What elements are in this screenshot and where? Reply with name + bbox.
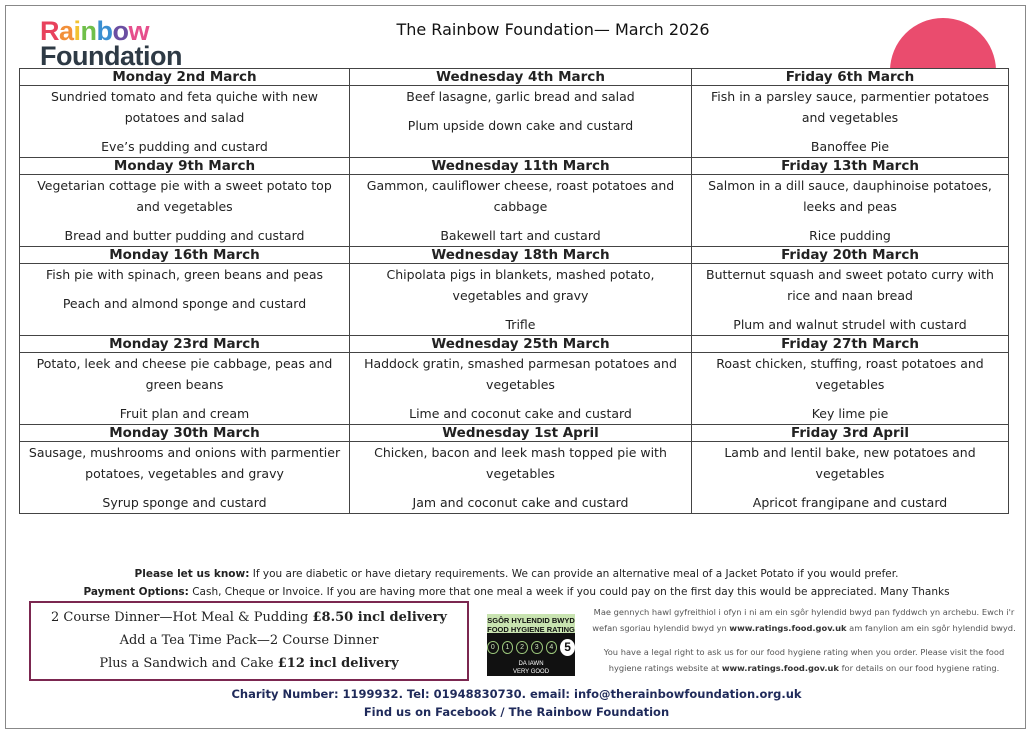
- hygiene-badge-title: SGÔR HYLENDID BWYD FOOD HYGIENE RATING: [487, 616, 575, 634]
- week-header-row: [20, 247, 1009, 264]
- hygiene-score: 4: [546, 641, 558, 654]
- logo-letter: R: [40, 16, 59, 46]
- pricing-line-1-price: £8.50 incl delivery: [312, 610, 447, 625]
- day-date: Wednesday 18th March: [350, 247, 692, 264]
- page-title: The Rainbow Foundation— March 2026: [396, 20, 710, 39]
- hygiene-score: 5: [560, 639, 575, 656]
- dessert: Syrup sponge and custard: [102, 495, 267, 510]
- hygiene-score-scale: [487, 639, 575, 656]
- pricing-line-1-text: 2 Course Dinner—Hot Meal & Pudding: [51, 610, 313, 625]
- dessert: Peach and almond sponge and custard: [62, 296, 307, 311]
- ratings-link-welsh[interactable]: www.ratings.food.gov.uk: [729, 623, 847, 633]
- main-course: Chicken, bacon and leek mash topped pie with vegetables: [374, 445, 667, 481]
- hygiene-info-welsh: [588, 604, 1020, 636]
- dietary-note-label: Please let us know:: [134, 568, 250, 580]
- week-header-row: [20, 158, 1009, 175]
- day-menu-cell: [20, 442, 350, 514]
- main-course: Butternut squash and sweet potato curry with rice and naan bread: [706, 267, 994, 303]
- day-menu-cell: [20, 86, 350, 158]
- dietary-note: [0, 565, 1033, 583]
- payment-note-text: Cash, Cheque or Invoice. If you are having more that one meal a week if you could pay on the first day this would be appreciated. Many Thanks: [192, 586, 950, 598]
- dessert: Plum and walnut strudel with custard: [733, 317, 967, 332]
- main-course: Fish in a parsley sauce, parmentier potatoes and vegetables: [711, 89, 989, 125]
- day-menu-cell: [692, 442, 1009, 514]
- day-menu-cell: [20, 175, 350, 247]
- day-menu-cell: [350, 264, 692, 336]
- dessert: Eve’s pudding and custard: [101, 139, 268, 154]
- main-course: Potato, leek and cheese pie cabbage, peas and green beans: [36, 356, 333, 392]
- day-menu-cell: [692, 175, 1009, 247]
- week-menu-row: [20, 264, 1009, 336]
- week-menu-row: [20, 86, 1009, 158]
- day-menu-cell: [692, 86, 1009, 158]
- ratings-link-english[interactable]: www.ratings.food.gov.uk: [721, 663, 839, 673]
- dessert: Jam and coconut cake and custard: [412, 495, 629, 510]
- pricing-line-3-text: Plus a Sandwich and Cake: [99, 656, 278, 671]
- main-course: Fish pie with spinach, green beans and peas: [45, 267, 324, 282]
- day-menu-cell: [350, 175, 692, 247]
- main-course: Salmon in a dill sauce, dauphinoise potatoes, leeks and peas: [708, 178, 992, 214]
- hygiene-info-welsh-text-end: am fanylion am ein sgôr hylendid bwyd.: [846, 623, 1016, 633]
- logo-letter: w: [128, 16, 150, 46]
- hygiene-score: 0: [487, 641, 499, 654]
- day-date: Wednesday 11th March: [350, 158, 692, 175]
- pricing-box: [29, 601, 469, 681]
- day-date: Monday 23rd March: [20, 336, 350, 353]
- day-menu-cell: [692, 264, 1009, 336]
- main-course: Sausage, mushrooms and onions with parmentier potatoes, vegetables and gravy: [28, 445, 341, 481]
- hygiene-rating-info: [588, 604, 1020, 684]
- payment-note: [0, 583, 1033, 601]
- main-course: Lamb and lentil bake, new potatoes and vegetables: [724, 445, 976, 481]
- hygiene-label-english: VERY GOOD: [512, 669, 550, 675]
- main-course: Chipolata pigs in blankets, mashed potato, vegetables and gravy: [386, 267, 655, 303]
- dessert: Key lime pie: [811, 406, 889, 421]
- hygiene-info-english-text: You have a legal right to ask us for our food hygiene rating when you order. Please visit the food hygiene ratings website at: [603, 647, 1005, 673]
- logo-letter: b: [96, 16, 113, 46]
- decorative-arc: [890, 18, 996, 69]
- dessert: Trifle: [505, 317, 536, 332]
- hygiene-score: 1: [502, 641, 514, 654]
- day-date: Friday 3rd April: [692, 425, 1009, 442]
- dessert: Fruit plan and cream: [119, 406, 250, 421]
- logo-letter: i: [73, 16, 81, 46]
- main-course: Sundried tomato and feta quiche with new potatoes and salad: [50, 89, 319, 125]
- facebook-line: Find us on Facebook / The Rainbow Foundation: [363, 705, 670, 719]
- day-menu-cell: [350, 353, 692, 425]
- hygiene-info-welsh-text: Mae gennych hawl gyfreithiol i ofyn i ni am ein sgôr hylendid bwyd pan fyddwch yn archebu. Ewch i'r wefan sgoriau hylendid bwyd yn: [592, 607, 1015, 633]
- hygiene-info-english-text-end: for details on our food hygiene rating.: [838, 663, 1000, 673]
- day-date: Wednesday 1st April: [350, 425, 692, 442]
- day-menu-cell: [692, 353, 1009, 425]
- logo-foundation-text: Foundation: [40, 41, 182, 71]
- main-course: Gammon, cauliflower cheese, roast potatoes and cabbage: [366, 178, 675, 214]
- dessert: Lime and coconut cake and custard: [409, 406, 632, 421]
- footer: [0, 685, 1033, 721]
- pricing-line-3: [31, 652, 467, 675]
- logo-letter: o: [112, 16, 129, 46]
- payment-note-label: Payment Options:: [83, 586, 189, 598]
- pricing-line-2: Add a Tea Time Pack—2 Course Dinner: [119, 633, 379, 648]
- day-menu-cell: [350, 442, 692, 514]
- dessert: Banoffee Pie: [810, 139, 890, 154]
- logo-letter: n: [80, 16, 97, 46]
- week-header-row: [20, 69, 1009, 86]
- notes: [0, 565, 1033, 601]
- main-course: Beef lasagne, garlic bread and salad: [406, 89, 635, 104]
- food-hygiene-rating-badge: [487, 614, 575, 676]
- dessert: Plum upside down cake and custard: [407, 118, 634, 133]
- week-menu-row: [20, 353, 1009, 425]
- hygiene-score: 3: [531, 641, 543, 654]
- day-date: Friday 27th March: [692, 336, 1009, 353]
- hygiene-info-english: [588, 644, 1020, 676]
- logo-letter: a: [59, 16, 74, 46]
- day-date: Monday 30th March: [20, 425, 350, 442]
- hygiene-score: 2: [516, 641, 528, 654]
- dietary-note-text: If you are diabetic or have dietary requirements. We can provide an alternative meal of a Jacket Potato if you would prefer.: [252, 568, 899, 580]
- dessert: Bakewell tart and custard: [440, 228, 601, 243]
- pricing-line-1: [31, 606, 467, 629]
- week-menu-row: [20, 175, 1009, 247]
- main-course: Haddock gratin, smashed parmesan potatoes and vegetables: [364, 356, 677, 392]
- day-date: Friday 13th March: [692, 158, 1009, 175]
- main-course: Vegetarian cottage pie with a sweet potato top and vegetables: [37, 178, 332, 214]
- day-date: Friday 6th March: [692, 69, 1009, 86]
- dessert: Apricot frangipane and custard: [752, 495, 948, 510]
- day-menu-cell: [20, 353, 350, 425]
- week-header-row: [20, 425, 1009, 442]
- day-date: Monday 9th March: [20, 158, 350, 175]
- day-menu-cell: [350, 86, 692, 158]
- day-date: Monday 16th March: [20, 247, 350, 264]
- charity-contact-line: Charity Number: 1199932. Tel: 01948830730. email: info@therainbowfoundation.org.uk: [231, 687, 802, 701]
- day-date: Wednesday 4th March: [350, 69, 692, 86]
- day-date: Monday 2nd March: [20, 69, 350, 86]
- main-course: Roast chicken, stuffing, roast potatoes and vegetables: [716, 356, 984, 392]
- day-menu-cell: [20, 264, 350, 336]
- menu-table: [19, 68, 1009, 514]
- day-date: Wednesday 25th March: [350, 336, 692, 353]
- hygiene-label-welsh: DA IAWN: [518, 661, 544, 667]
- pricing-line-3-price: £12 incl delivery: [277, 656, 399, 671]
- week-menu-row: [20, 442, 1009, 514]
- dessert: Rice pudding: [809, 228, 891, 243]
- week-header-row: [20, 336, 1009, 353]
- dessert: Bread and butter pudding and custard: [64, 228, 305, 243]
- day-date: Friday 20th March: [692, 247, 1009, 264]
